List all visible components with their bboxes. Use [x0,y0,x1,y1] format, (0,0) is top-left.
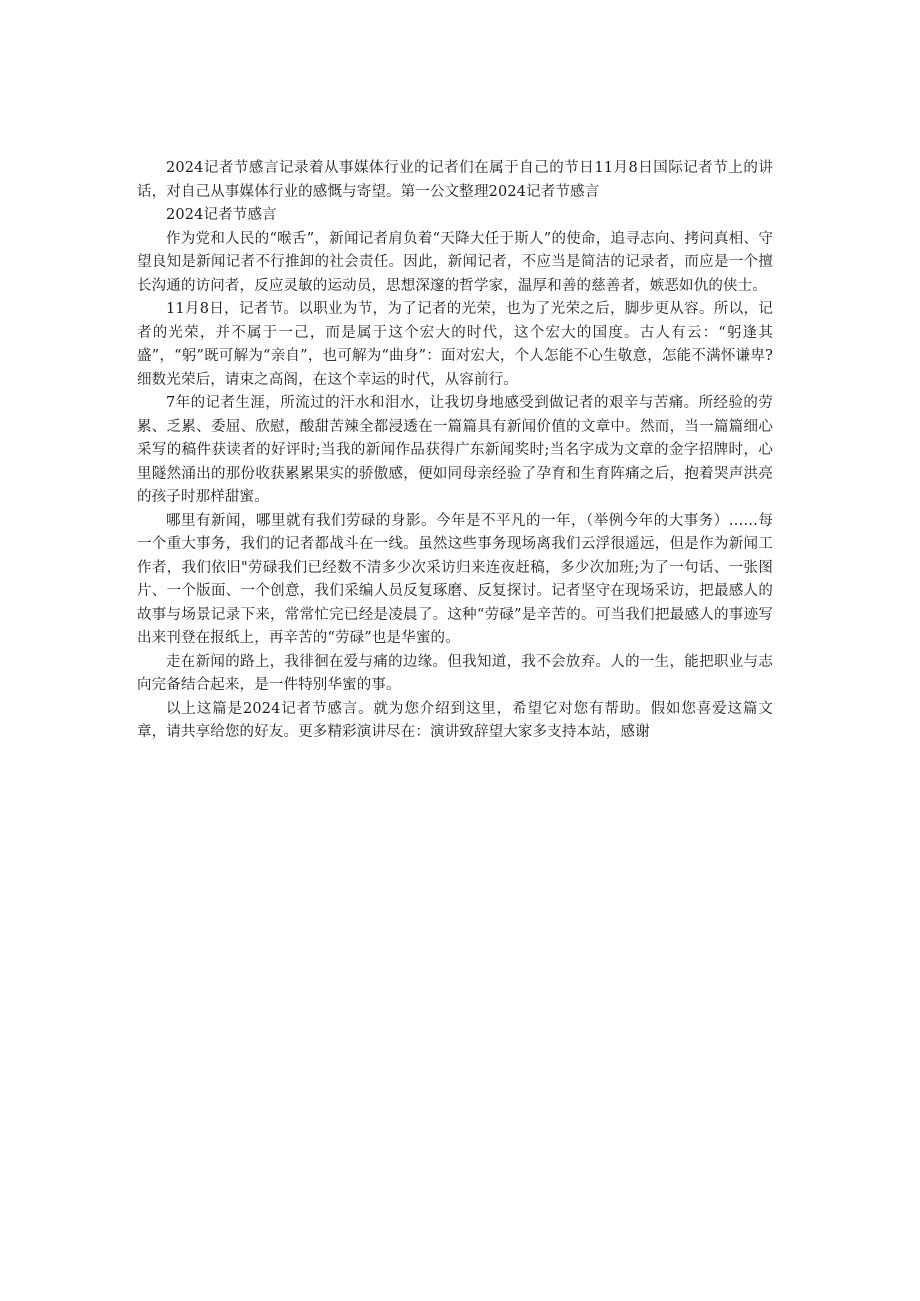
body-paragraph: 7年的记者生涯，所流过的汗水和泪水，让我切身地感受到做记者的艰辛与苦痛。所经验的劳累、乏累、委屈、欣慰，酸甜苦辣全都浸透在一篇篇具有新闻价值的文章中。然而，当一篇篇细心采写的稿件获读者的好评时;当我的新闻作品获得广东新闻奖时;当名字成为文章的金字招牌时，心里隧然涌出的那份收获累累果实的骄傲感，便如同母亲经验了孕育和生育阵痛之后，抱着哭声洪亮的孩子时那样甜蜜。 [137,395,773,505]
closing-paragraph: 以上这篇是2024记者节感言。就为您介绍到这里，希望它对您有帮助。假如您喜爱这篇文章，请共享给您的好友。更多精彩演讲尽在：演讲致辞望大家多支持本站，感谢 [137,700,773,740]
body-paragraph: 哪里有新闻，哪里就有我们劳碌的身影。今年是不平凡的一年，（举例今年的大事务）……每一个重大事务，我们的记者都战斗在一线。虽然这些事务现场离我们云浮很遥远，但是作为新闻工作者，我们依旧"劳碌我们已经数不清多少次采访归来连夜赶稿，多少次加班;为了一句话、一张图片、一个版面、一个创意，我们采编人员反复琢磨、反复探讨。记者坚守在现场采访，把最感人的故事与场景记录下来，常常忙完已经是凌晨了。这种“劳碌”是辛苦的。可当我们把最感人的事迹写出来刊登在报纸上，再辛苦的“劳碌”也是华蜜的。 [137,512,773,646]
article-subtitle: 2024记者节感言 [166,207,277,223]
article-body [137,157,773,745]
intro-paragraph: 2024记者节感言记录着从事媒体行业的记者们在属于自己的节日11月8日国际记者节上的讲话，对自己从事媒体行业的感慨与寄望。第一公文整理2024记者节感言 [137,160,773,200]
body-paragraph: 走在新闻的路上，我徘徊在爱与痛的边缘。但我知道，我不会放弃。人的一生，能把职业与志向完备结合起来，是一件特别华蜜的事。 [137,653,773,693]
body-paragraph: 作为党和人民的“喉舌”，新闻记者肩负着“天降大任于斯人”的使命，追寻志向、拷问真相、守望良知是新闻记者不行推卸的社会责任。因此，新闻记者，不应当是简洁的记录者，而应是一个擅长沟通的访问者，反应灵敏的运动员，思想深邃的哲学家，温厚和善的慈善者，嫉恶如仇的侠士。 [137,230,773,294]
body-paragraph: 11月8日，记者节。以职业为节，为了记者的光荣，也为了光荣之后，脚步更从容。所以，记者的光荣，并不属于一己，而是属于这个宏大的时代，这个宏大的国度。古人有云：“躬逢其盛”，“躬”既可解为“亲自”，也可解为“曲身”：面对宏大，个人怎能不心生敬意，怎能不满怀谦卑?细数光荣后，请束之高阁，在这个幸运的时代，从容前行。 [137,301,773,388]
